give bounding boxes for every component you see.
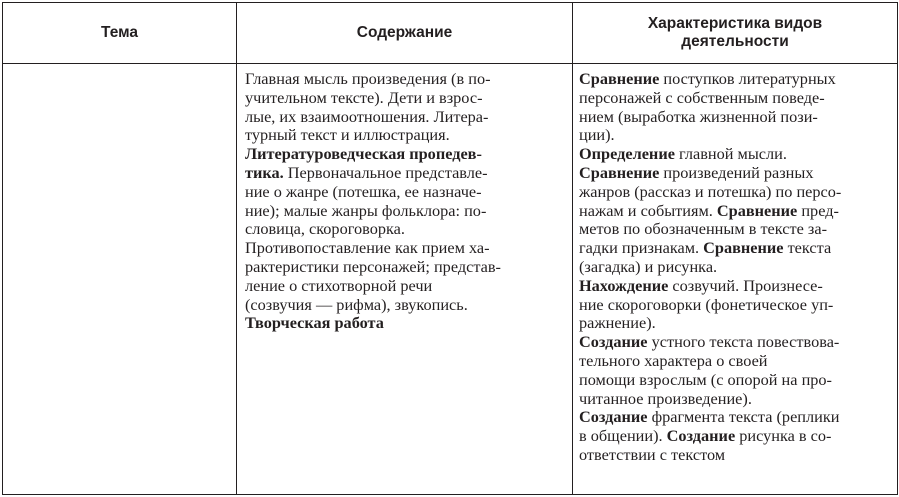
bold-term: Литературоведческая пропедев- bbox=[245, 144, 482, 164]
content-line: лые, их взаимоотношения. Литера- bbox=[245, 106, 489, 126]
content-line: ние о жанре (потешка, ее назначе- bbox=[245, 181, 482, 201]
column-divider-1 bbox=[236, 3, 237, 494]
header-divider bbox=[3, 63, 897, 64]
content-line: рактеристики персонажей; представ- bbox=[245, 256, 501, 276]
bold-term: Определение bbox=[579, 144, 675, 164]
content-line: Противопоставление как прием ха- bbox=[245, 238, 490, 258]
activity-line: читанное произведение). bbox=[579, 388, 752, 408]
activity-line bbox=[579, 277, 895, 296]
bold-term: Сравнение bbox=[579, 69, 660, 88]
content-line: словица, скороговорка. bbox=[245, 219, 405, 239]
header-content bbox=[237, 3, 572, 63]
bold-term: Нахождение bbox=[579, 275, 669, 295]
header-activity-line-2: деятельности bbox=[681, 33, 789, 50]
bold-term: Создание bbox=[666, 426, 736, 446]
activity-cell bbox=[579, 70, 895, 465]
header-topic-label: Тема bbox=[101, 24, 138, 41]
text-run: созвучий. Произнесе- bbox=[668, 275, 823, 295]
text-run: устного текста повествова- bbox=[647, 332, 840, 352]
content-line bbox=[245, 164, 567, 183]
content-line: турный текст и иллюстрация. bbox=[245, 125, 450, 145]
activity-line bbox=[579, 333, 895, 352]
content-line: ние); малые жанры фольклора: по- bbox=[245, 200, 487, 220]
activity-line: жанров (рассказ и потешка) по персо- bbox=[579, 181, 842, 201]
header-activity-line-1: Характеристика видов bbox=[647, 15, 823, 32]
activity-line: метов по обозначенным в тексте за- bbox=[579, 219, 828, 239]
text-run: рисунка в со- bbox=[735, 426, 832, 446]
text-run: нажам и событиям. bbox=[579, 200, 717, 220]
content-line: (созвучия — рифма), звукопись. bbox=[245, 294, 468, 314]
header-content-label: Содержание bbox=[356, 24, 453, 41]
curriculum-table bbox=[2, 2, 898, 495]
content-cell bbox=[245, 70, 567, 333]
content-line: учительном тексте). Дети и взрос- bbox=[245, 87, 483, 107]
header-activity bbox=[573, 3, 897, 63]
activity-line bbox=[579, 70, 895, 89]
text-run: фрагмента текста (реплики bbox=[647, 407, 840, 427]
activity-line bbox=[579, 427, 895, 446]
content-line: ление о стихотворной речи bbox=[245, 275, 433, 295]
text-run: поступков литературных bbox=[659, 69, 836, 88]
activity-line: помощи взрослым (с опорой на про- bbox=[579, 369, 832, 389]
activity-line: тельного характера о своей bbox=[579, 350, 768, 370]
activity-line: ции). bbox=[579, 125, 615, 145]
activity-line bbox=[579, 145, 895, 164]
text-run: текста bbox=[783, 238, 832, 258]
text-run: Первоначальное представле- bbox=[283, 162, 488, 182]
activity-line: персонажей с собственным поведе- bbox=[579, 87, 825, 107]
bold-term: Сравнение bbox=[716, 200, 798, 220]
activity-line: ние скороговорки (фонетическое уп- bbox=[579, 294, 834, 314]
bold-term: Создание bbox=[579, 407, 648, 427]
bold-term: Создание bbox=[579, 332, 648, 352]
bold-term: Творческая работа bbox=[245, 313, 384, 333]
bold-term: тика. bbox=[245, 162, 284, 182]
bold-term: Сравнение bbox=[579, 162, 660, 182]
activity-line bbox=[579, 239, 895, 258]
content-line bbox=[245, 145, 567, 164]
activity-line: нием (выработка жизненной пози- bbox=[579, 106, 818, 126]
bold-term: Сравнение bbox=[703, 238, 784, 258]
activity-line: ражнение). bbox=[579, 313, 656, 333]
text-run: главной мысли. bbox=[674, 144, 787, 164]
text-run: в общении). bbox=[579, 426, 667, 446]
activity-line bbox=[579, 202, 895, 221]
activity-line bbox=[579, 164, 895, 183]
header-topic bbox=[3, 3, 236, 63]
activity-line: ответствии с текстом bbox=[579, 444, 726, 464]
column-divider-2 bbox=[572, 3, 573, 494]
text-run: гадки признакам. bbox=[579, 238, 704, 258]
text-run: произведений разных bbox=[659, 162, 814, 182]
content-line: Главная мысль произведения (в по- bbox=[245, 69, 491, 88]
activity-line: (загадка) и рисунка. bbox=[579, 256, 718, 276]
activity-line bbox=[579, 408, 895, 427]
content-line bbox=[245, 314, 567, 333]
text-run: пред- bbox=[797, 200, 839, 220]
